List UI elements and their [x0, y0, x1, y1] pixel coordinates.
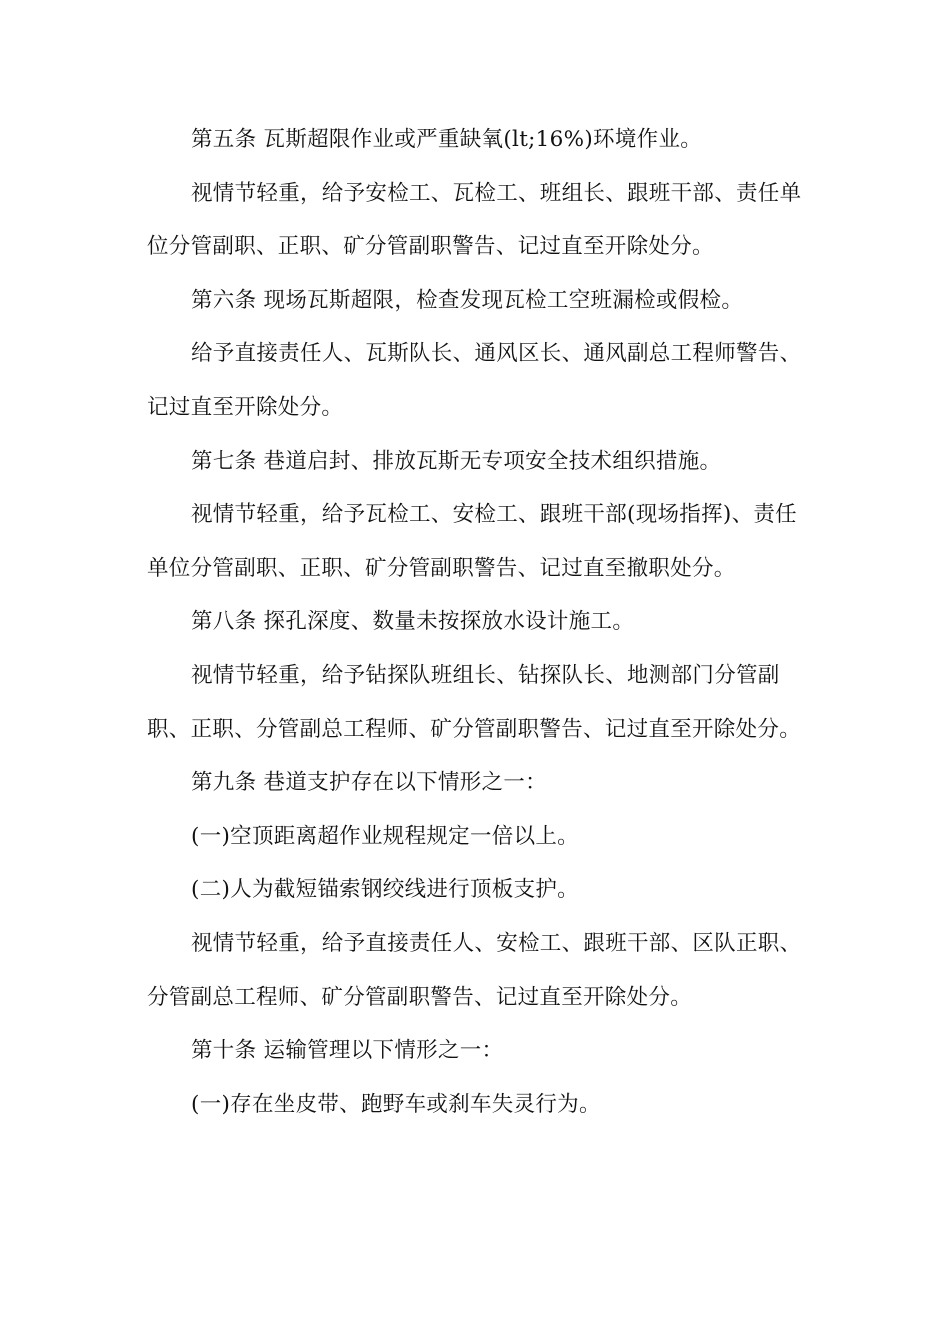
paragraph-article-8: 第八条 探孔深度、数量未按探放水设计施工。	[191, 609, 635, 635]
paragraph-article-9-item-1: (一)空顶距离超作业规程规定一倍以上。	[191, 823, 579, 849]
document-body	[147, 113, 803, 1131]
paragraph-article-9-item-2: (二)人为截短锚索钢绞线进行顶板支护。	[191, 877, 579, 903]
paragraph-article-7: 第七条 巷道启封、排放瓦斯无专项安全技术组织措施。	[191, 448, 722, 474]
paragraph-article-5-penalty: 视情节轻重，给予安检工、瓦检工、班组长、跟班干部、责任单位分管副职、正职、矿分管副职警告、记过直至开除处分。	[147, 180, 802, 260]
paragraph-article-10-item-1: (一)存在坐皮带、跑野车或刹车失灵行为。	[191, 1091, 601, 1117]
paragraph-article-5: 第五条 瓦斯超限作业或严重缺氧(lt;16%)环境作业。	[191, 127, 703, 152]
paragraph-article-8-penalty: 视情节轻重，给予钻探队班组长、钻探队长、地测部门分管副职、正职、分管副总工程师、矿分管副职警告、记过直至开除处分。	[147, 662, 802, 742]
paragraph-article-10: 第十条 运输管理以下情形之一：	[191, 1038, 504, 1064]
paragraph-article-9-penalty: 视情节轻重，给予直接责任人、安检工、跟班干部、区队正职、分管副总工程师、矿分管副职警告、记过直至开除处分。	[147, 930, 802, 1010]
paragraph-article-9: 第九条 巷道支护存在以下情形之一：	[191, 770, 547, 796]
paragraph-article-7-penalty: 视情节轻重，给予瓦检工、安检工、跟班干部(现场指挥)、责任单位分管副职、正职、矿分管副职警告、记过直至撤职处分。	[147, 502, 797, 581]
paragraph-article-6-penalty: 给予直接责任人、瓦斯队长、通风区长、通风副总工程师警告、记过直至开除处分。	[147, 341, 802, 420]
paragraph-article-6: 第六条 现场瓦斯超限，检查发现瓦检工空班漏检或假检。	[191, 287, 744, 313]
